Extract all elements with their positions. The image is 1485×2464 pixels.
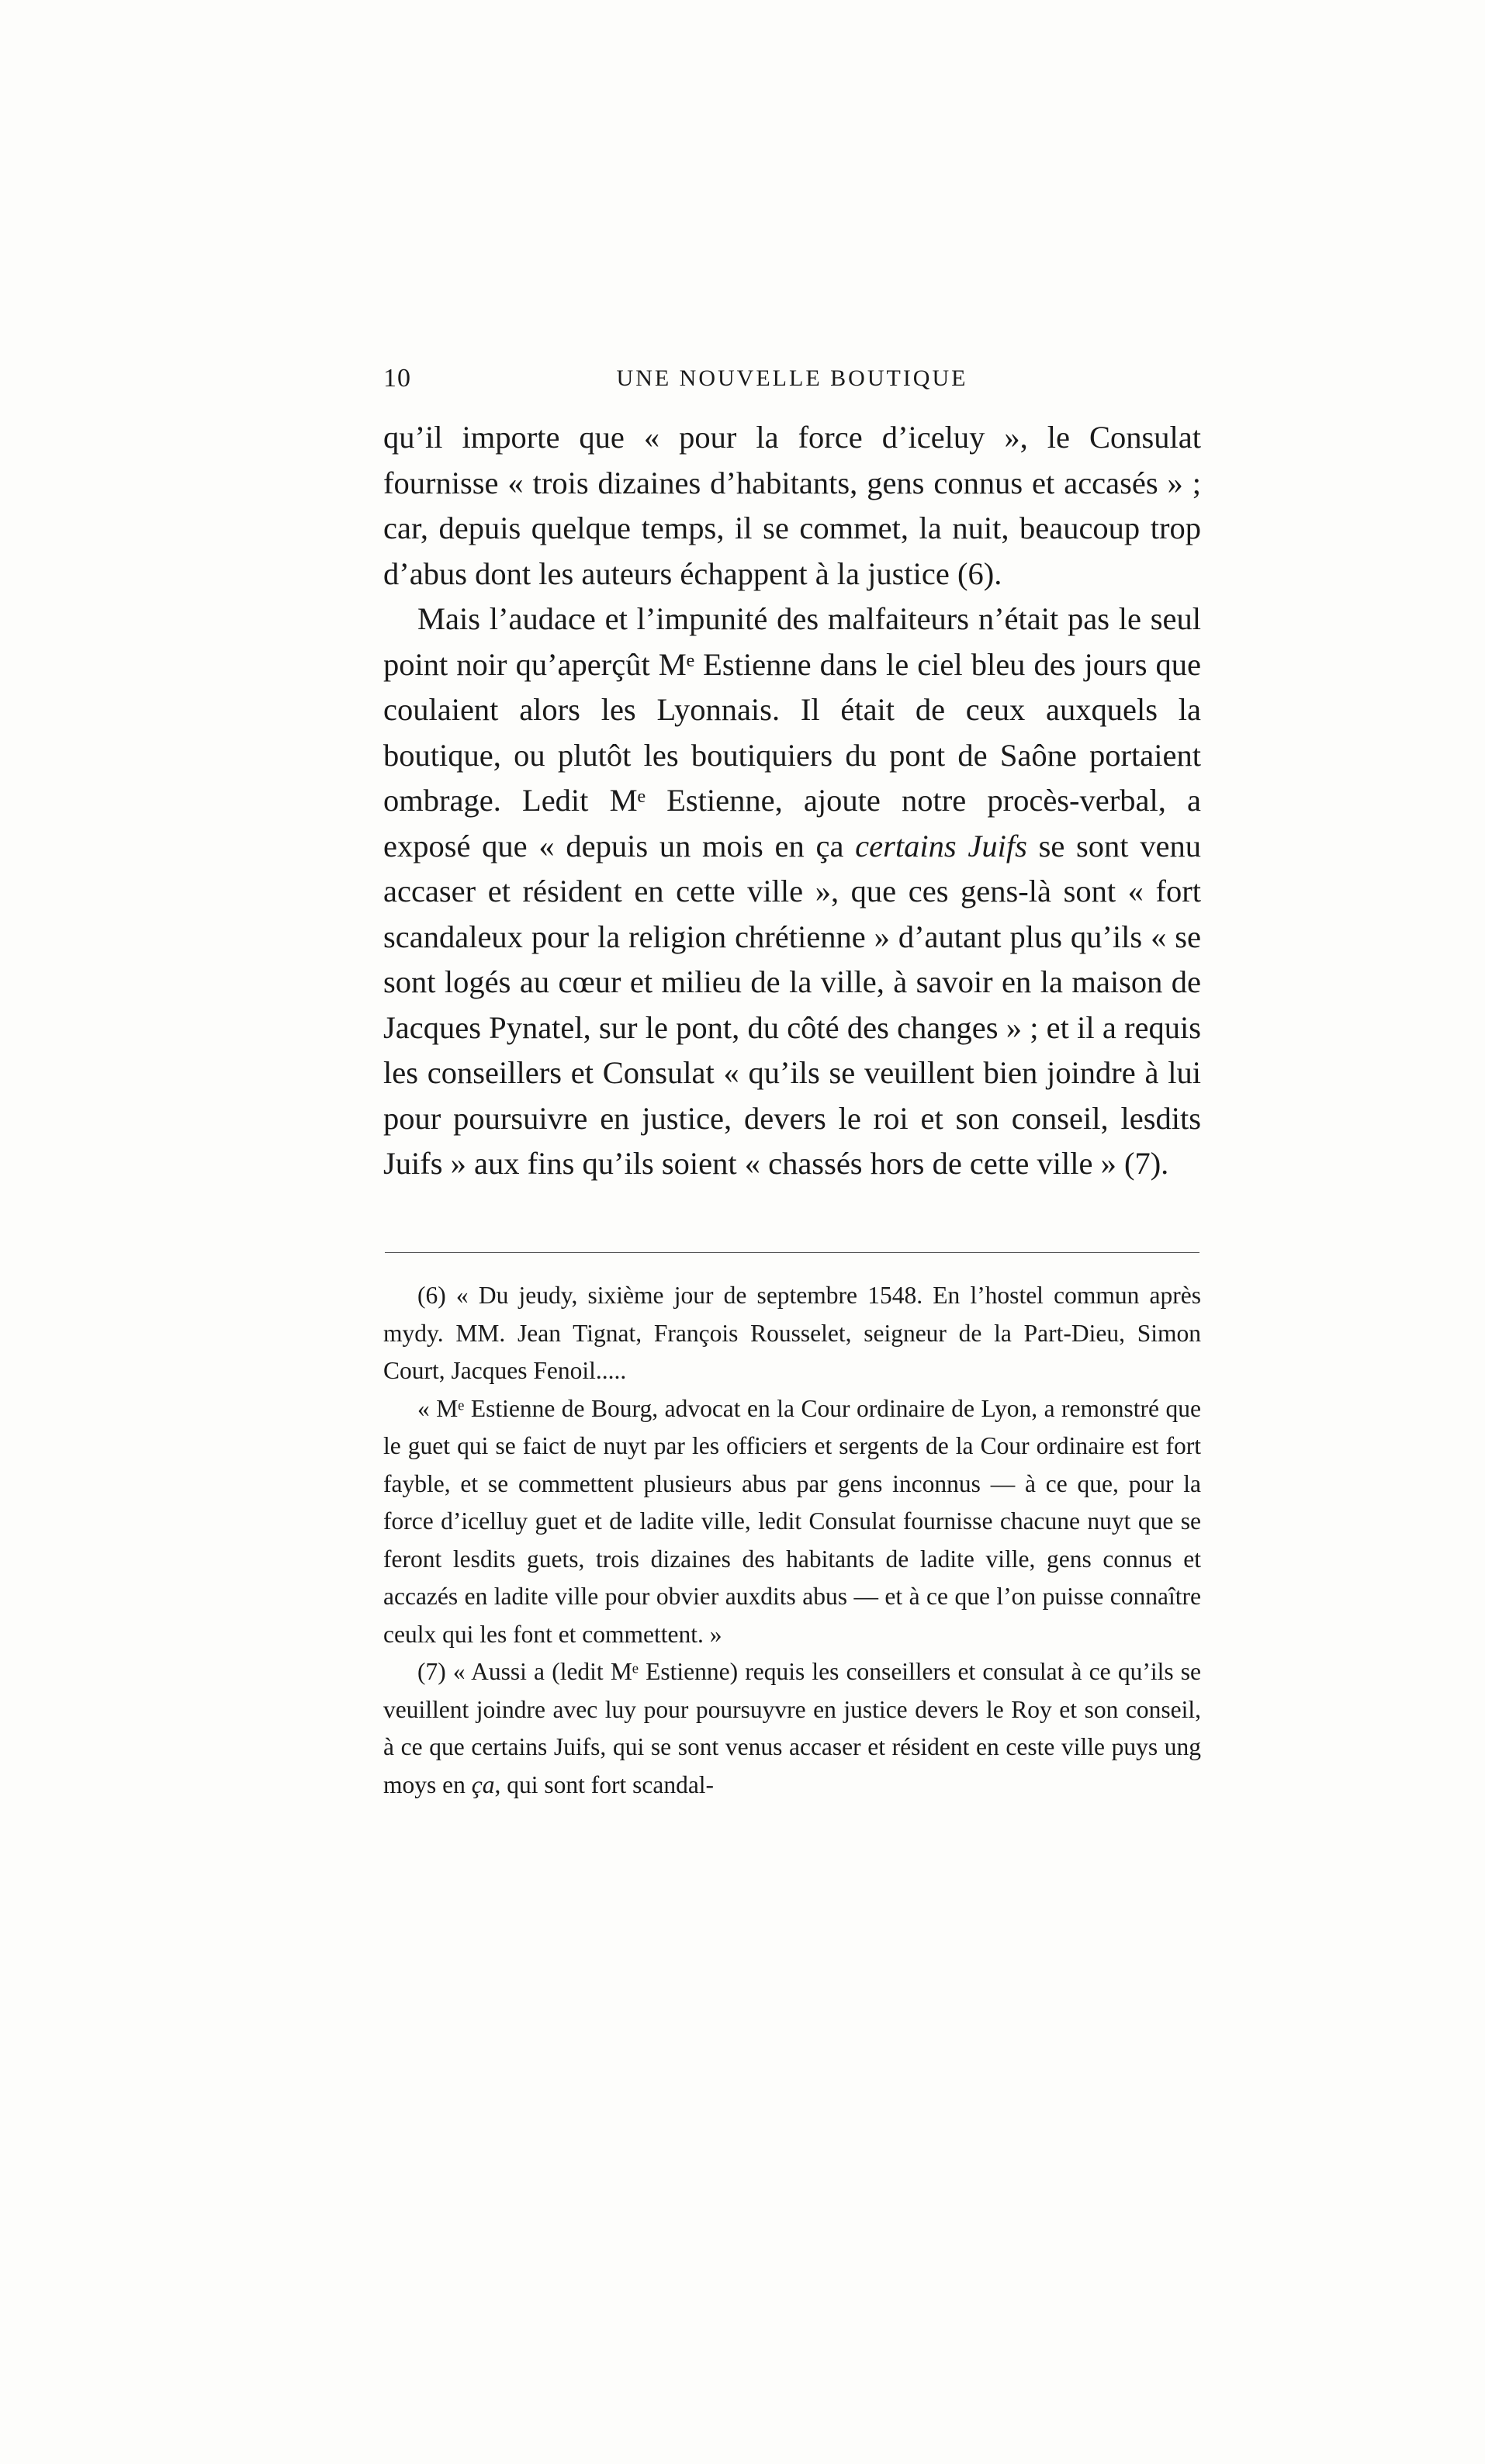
footnote-7-text-start: (7) « Aussi a (ledit Mᵉ Estienne) requis les conseillers et consulat à ce qu’ils se veuillent joindre avec luy pour poursuyvre en justice devers le Roy et son conseil, à ce que certains Juifs, qui se sont venus accaser et résident en ceste ville puys ung moys en [383, 1658, 1201, 1798]
paragraph-2-text-end: se sont venu accaser et résident en cette ville », que ces gens-là sont « fort scandaleux pour la religion chrétienne » d’autant plus qu’ils « se sont logés au cœur et milieu de la ville, à savoir en la maison de Jacques Pynatel, sur le pont, du côté des changes » ; et il a requis les conseillers et Consulat « qu’ils se veuillent bien joindre à lui pour poursuivre en justice, devers le roi et son conseil, lesdits Juifs » aux fins qu’ils soient « chassés hors de cette ville » (7). [383, 828, 1201, 1181]
paragraph-continued [383, 415, 1201, 597]
paragraph-2-text-start: Mais l’audace et l’impunité des malfaiteurs n’était pas le seul point noir qu’aperçût Mᵉ Estienne dans le ciel bleu des jours que coulaient alors les Lyonnais. Il était de ceux auxquels la boutique, ou plutôt les boutiquiers du pont de Saône portaient ombrage. Ledit Mᵉ Estienne, ajoute notre procès-verbal, a exposé que « depuis un mois en ça [383, 601, 1201, 863]
footnote-7-italic-word: ça [471, 1770, 495, 1798]
page-number: 10 [383, 364, 411, 393]
paragraph-2-italic-phrase: certains Juifs [855, 828, 1027, 863]
footnotes [383, 1277, 1201, 1804]
footnote-7-text-end: , qui sont fort scandal- [494, 1770, 715, 1798]
footnote-6 [383, 1277, 1201, 1390]
footnote-6-text: (6) « Du jeudy, sixième jour de septembre 1548. En l’hostel commun après mydy. MM. Jean Tignat, François Rousselet, seigneur de la Part-Dieu, Simon Court, Jacques Fenoil..... [383, 1282, 1201, 1384]
footnote-6-continued [383, 1390, 1201, 1654]
paragraph-2 [383, 597, 1201, 1187]
footnote-separator [385, 1252, 1199, 1253]
footnote-6-quote: « Mᵉ Estienne de Bourg, advocat en la Cour ordinaire de Lyon, a remonstré que le guet qui se faict de nuyt par les officiers et sergents de la Cour ordinaire est fort fayble, et se commettent plusieurs abus par gens inconnus — à ce que, pour la force d’icelluy guet et de ladite ville, ledit Consulat fournisse chacune nuyt que se feront lesdits guets, trois dizaines des habitants de ladite ville, gens connus et accazés en ladite ville pour obvier auxdits abus — et à ce que l’on puisse connaître ceulx qui les font et commettent. » [383, 1394, 1201, 1648]
paragraph-1-text: qu’il importe que « pour la force d’iceluy », le Consulat fournisse « trois dizaines d’habitants, gens connus et accasés » ; car, depuis quelque temps, il se commet, la nuit, beaucoup trop d’abus dont les auteurs échappent à la justice (6). [383, 420, 1201, 591]
running-head [383, 355, 1201, 402]
main-text [383, 415, 1201, 1187]
running-title: UNE NOUVELLE BOUTIQUE [616, 365, 968, 391]
footnote-7 [383, 1653, 1201, 1804]
